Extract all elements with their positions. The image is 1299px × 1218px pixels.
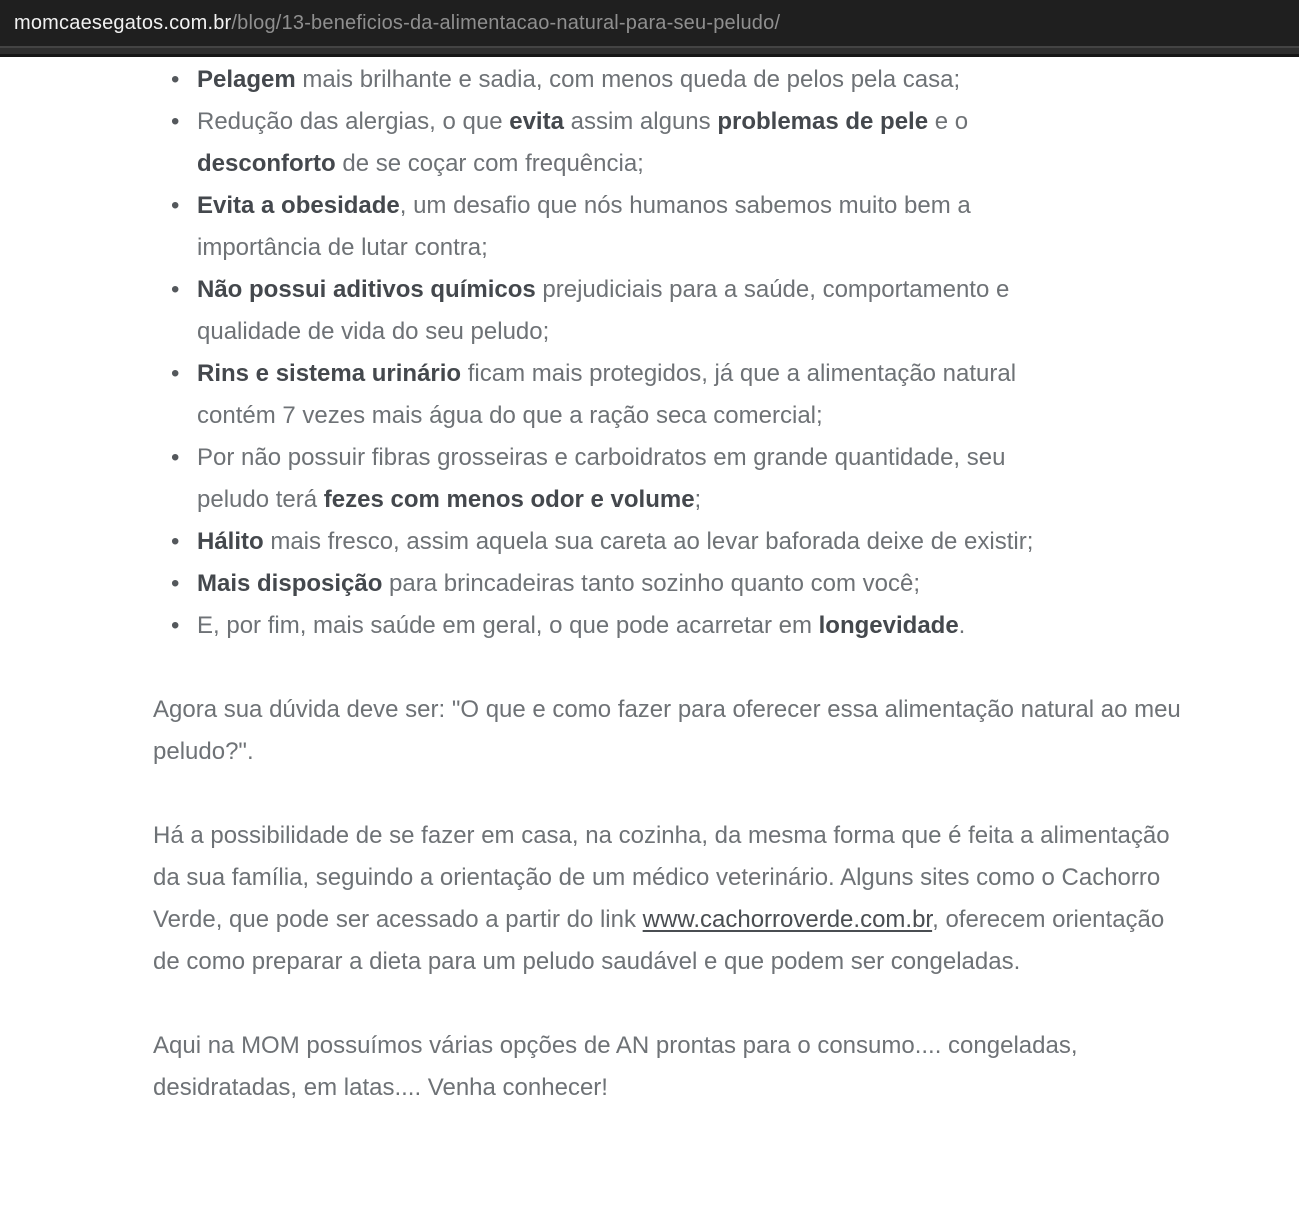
text-run: Agora sua dúvida deve ser: "O que e como fazer para oferecer essa alimentação natural ao meu peludo?". [153,696,1181,765]
text-run: ; [694,486,702,513]
text-run: para brincadeiras tanto sozinho quanto com você; [382,570,921,597]
list-item [197,521,1063,563]
list-item [197,437,1063,521]
list-item [197,353,1063,437]
bold-text-run: Evita a obesidade [197,192,400,219]
text-run: , um desafio que nós humanos sabemos muito bem a importância de lutar contra; [197,192,971,261]
site-header-strip [0,46,1299,57]
bold-text-run: evita [509,108,564,135]
benefits-list [153,59,1063,647]
text-run: Há a possibilidade de se fazer em casa, na cozinha, da mesma forma que é feita a alimentação da sua família, seguindo a orientação de um médico veterinário. Alguns sites como o Cachorro Verde, que pode ser acessado a partir do link [153,822,1170,933]
text-run: prejudiciais para a saúde, comportamento e qualidade de vida do seu peludo; [197,276,1010,345]
text-run: assim alguns [563,108,718,135]
list-item [197,605,1063,647]
text-run: mais fresco, assim aquela sua careta ao levar baforada deixe de existir; [263,528,1034,555]
list-item [197,101,1063,185]
text-run: E, por fim, mais saúde em geral, o que pode acarretar em [197,612,819,639]
article-content [0,57,1299,1145]
bold-text-run: problemas de pele [717,108,929,135]
inline-link[interactable]: www.cachorroverde.com.br [642,906,933,933]
bold-text-run: Pelagem [197,66,296,93]
bold-text-run: Não possui aditivos químicos [197,276,536,303]
text-run: mais brilhante e sadia, com menos queda de pelos pela casa; [295,66,961,93]
bold-text-run: desconforto [197,150,336,177]
text-run: . [958,612,966,639]
url-domain: momcaesegatos.com.br [14,11,232,34]
text-run: , oferecem orientação de como preparar a dieta para um peludo saudável e que podem ser congeladas. [153,906,1165,975]
list-item [197,185,1063,269]
text-run: Redução das alergias, o que [197,108,510,135]
url-path: /blog/13-beneficios-da-alimentacao-natural-para-seu-peludo/ [231,11,781,34]
list-item [197,59,1063,101]
bold-text-run: longevidade [818,612,959,639]
paragraph [153,689,1193,773]
text-run: Aqui na MOM possuímos várias opções de AN prontas para o consumo.... congeladas, desidratadas, em latas.... Venha conhecer! [153,1032,1078,1101]
text-run: ficam mais protegidos, já que a alimentação natural contém 7 vezes mais água do que a ração seca comercial; [197,360,1017,429]
article-paragraphs [153,689,1239,1109]
text-run: Por não possuir fibras grosseiras e carboidratos em grande quantidade, seu peludo terá [197,444,1006,513]
text-run: e o [928,108,969,135]
address-bar[interactable] [0,0,1299,46]
bold-text-run: Mais disposição [197,570,383,597]
bold-text-run: Hálito [197,528,264,555]
bold-text-run: fezes com menos odor e volume [323,486,695,513]
paragraph [153,1025,1193,1109]
list-item [197,269,1063,353]
list-item [197,563,1063,605]
text-run: de se coçar com frequência; [335,150,644,177]
bold-text-run: Rins e sistema urinário [197,360,462,387]
paragraph [153,815,1193,983]
